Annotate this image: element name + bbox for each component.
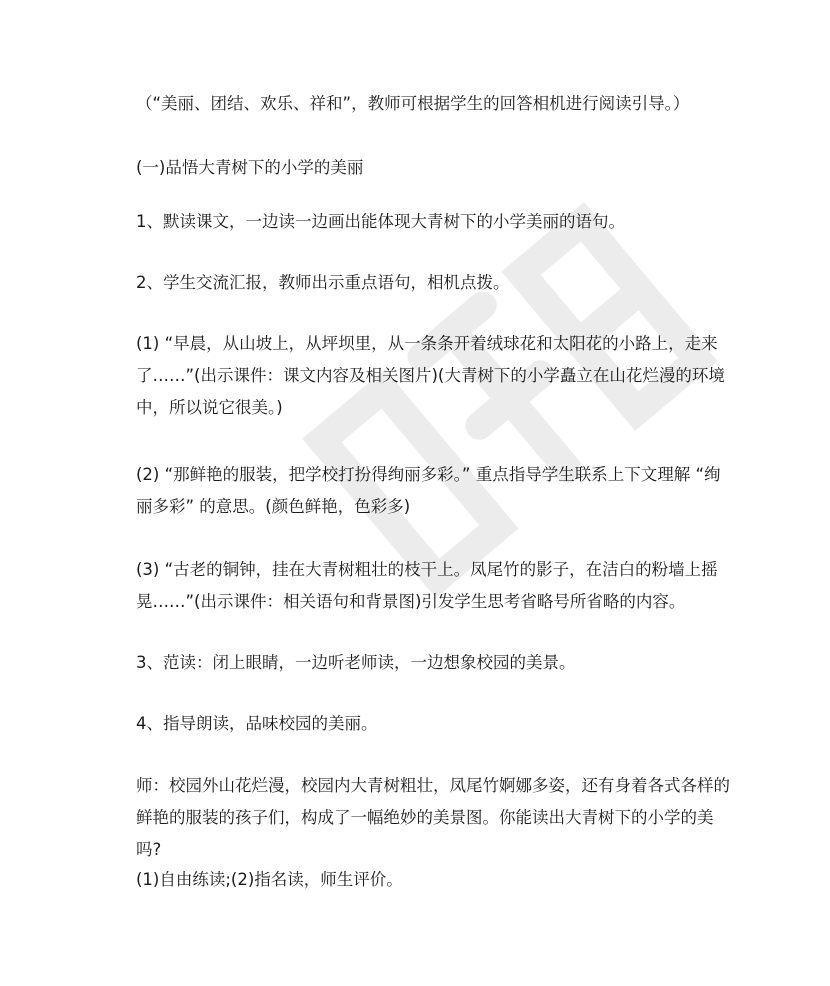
step-4: 4、指导朗读，品味校园的美丽。 [136, 714, 378, 733]
practice-note: (1)自由练读;(2)指名读，师生评价。 [136, 870, 403, 889]
step-1: 1、默读课文，一边读一边画出能体现大青树下的小学美丽的语句。 [136, 212, 625, 231]
section-heading: (一)品悟大青树下的小学的美丽 [136, 158, 364, 177]
teacher-prompt: 师：校园外山花烂漫，校园内大青树粗壮，凤尾竹婀娜多姿，还有身着各式各样的鲜艳的服装的孩子们，构成了一幅绝妙的美景图。你能读出大青树下的小学的美吗? [136, 776, 730, 859]
intro-note: （“美丽、团结、欢乐、祥和”，教师可根据学生的回答相机进行阅读引导。） [136, 94, 690, 113]
quote-3: (3) “古老的铜钟，挂在大青树粗壮的枝干上。凤尾竹的影子，在洁白的粉墙上摇晃……”(出示课件：相关语句和背景图)引发学生思考省略号所省略的内容。 [136, 560, 718, 611]
quote-1: (1) “早晨，从山坡上，从坪坝里，从一条条开着绒球花和太阳花的小路上，走来了……”(出示课件：课文内容及相关图片)(大青树下的小学矗立在山花烂漫的环境中，所以说它很美。) [136, 334, 725, 417]
step-2: 2、学生交流汇报，教师出示重点语句，相机点拨。 [136, 273, 510, 292]
quote-2: (2) “那鲜艳的服装，把学校打扮得绚丽多彩。” 重点指导学生联系上下文理解 “绚丽多彩” 的意思。(颜色鲜艳，色彩多) [136, 465, 721, 516]
step-3: 3、范读：闭上眼睛，一边听老师读，一边想象校园的美景。 [136, 653, 576, 672]
